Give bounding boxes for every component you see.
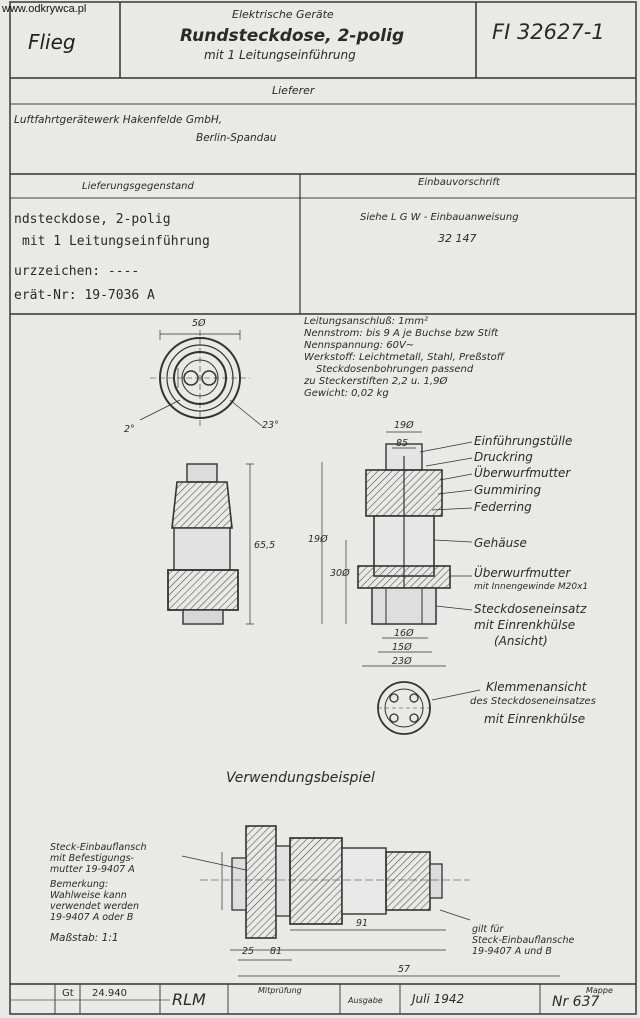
side-view-drawing xyxy=(168,464,254,624)
dim-label: 25 xyxy=(242,946,255,957)
footer-cell: Ausgabe xyxy=(348,996,383,1005)
installation-heading: Einbauvorschrift xyxy=(418,177,500,188)
dim-label: 15Ø xyxy=(392,642,412,653)
spec-line: Leitungsanschluß: 1mm² xyxy=(304,316,428,327)
footer-cell: Nr 637 xyxy=(552,994,600,1010)
dim-label: 65,5 xyxy=(254,540,276,551)
device-number: erät-Nr: 19-7036 A xyxy=(14,288,155,303)
part-label: mit Einrenkhülse xyxy=(474,618,576,632)
dim-label: 19Ø xyxy=(394,420,414,431)
example-note: 19-9407 A oder B xyxy=(50,912,134,923)
installation-number: 32 147 xyxy=(438,232,477,245)
example-right-notes xyxy=(472,924,574,957)
item-code: urzzeichen: ---- xyxy=(14,264,140,279)
example-note: Steck-Einbauflansche xyxy=(472,935,575,946)
supplier-name: Luftfahrtgerätewerk Hakenfelde GmbH, xyxy=(14,114,223,126)
part-label: mit Einrenkhülse xyxy=(484,712,586,726)
spec-line: Gewicht: 0,02 kg xyxy=(304,388,389,399)
dim-label: 57 xyxy=(398,964,411,975)
delivery-heading: Lieferungsgegenstand xyxy=(82,181,194,192)
example-note: verwendet werden xyxy=(50,901,140,912)
footer-cell: RLM xyxy=(172,990,206,1009)
document-subtitle: mit 1 Leitungseinführung xyxy=(204,48,356,62)
dim-label: 2° xyxy=(124,424,135,435)
part-label: Überwurfmutter xyxy=(474,466,571,480)
item-name: ndsteckdose, 2-polig xyxy=(14,212,171,227)
footer-cell: Gt xyxy=(62,988,74,999)
category-label: Elektrische Geräte xyxy=(232,8,334,21)
dim-label: 81 xyxy=(270,946,283,957)
part-label: (Ansicht) xyxy=(494,634,548,648)
dim-label: 30Ø xyxy=(330,568,350,579)
footer-cell: Mappe xyxy=(586,986,613,995)
dim-label: 23° xyxy=(262,420,279,431)
document-number: FI 32627-1 xyxy=(492,20,605,44)
spec-line: Nennspannung: 60V~ xyxy=(304,340,415,351)
spec-line: zu Steckerstiften 2,2 u. 1,9Ø xyxy=(304,376,448,387)
part-label: des Steckdoseneinsatzes xyxy=(470,696,596,707)
part-label: Überwurfmutter xyxy=(474,566,571,580)
dim-label: 91 xyxy=(356,918,369,929)
dim-label: 16Ø xyxy=(394,628,414,639)
example-note: Bemerkung: xyxy=(50,879,109,890)
example-note: Steck-Einbauflansch xyxy=(50,842,147,853)
example-note: Wahlweise kann xyxy=(50,890,127,901)
scale-label: Maßstab: 1:1 xyxy=(50,932,119,944)
dim-label: 19Ø xyxy=(308,534,328,545)
example-note: mit Befestigungs- xyxy=(50,853,134,864)
spec-line: Nennstrom: bis 9 A je Buchse bzw Stift xyxy=(304,328,499,339)
terminal-view-drawing xyxy=(378,682,480,734)
front-view-drawing xyxy=(140,330,262,426)
part-label: mit Innengewinde M20x1 xyxy=(474,582,589,592)
spec-line: Steckdosenbohrungen passend xyxy=(316,364,474,375)
supplier-city: Berlin-Spandau xyxy=(196,132,277,144)
watermark: www.odkrywca.pl xyxy=(2,3,87,15)
part-label: Klemmenansicht xyxy=(486,680,587,694)
example-note: 19-9407 A und B xyxy=(472,946,552,957)
part-label: Steckdoseneinsatz xyxy=(474,602,587,616)
spec-line: Werkstoff: Leichtmetall, Stahl, Preßstoff xyxy=(304,352,504,363)
part-label: Federring xyxy=(474,500,532,514)
supplier-heading: Lieferer xyxy=(272,84,315,97)
item-name-line2: mit 1 Leitungseinführung xyxy=(22,234,210,249)
dim-label: 23Ø xyxy=(392,656,412,667)
example-note: gilt für xyxy=(472,924,504,935)
specifications xyxy=(304,316,504,400)
footer-cell: Mitprüfung xyxy=(258,986,302,995)
installation-reference: Siehe L G W - Einbauanweisung xyxy=(360,212,519,223)
part-label: Druckring xyxy=(474,450,533,464)
part-label: Gehäuse xyxy=(474,536,527,550)
part-label: Gummiring xyxy=(474,483,542,497)
footer-cell: 24.940 xyxy=(92,988,127,999)
example-heading: Verwendungsbeispiel xyxy=(226,770,375,786)
footer-cell: Juli 1942 xyxy=(412,992,465,1006)
part-label: Einführungstülle xyxy=(474,434,573,448)
example-note: mutter 19-9407 A xyxy=(50,864,135,875)
document-title: Rundsteckdose, 2-polig xyxy=(180,26,405,46)
example-left-notes xyxy=(50,842,146,944)
maker-name: Flieg xyxy=(28,30,76,54)
dim-label: 85 xyxy=(396,438,409,449)
dim-label: 5Ø xyxy=(192,318,206,329)
